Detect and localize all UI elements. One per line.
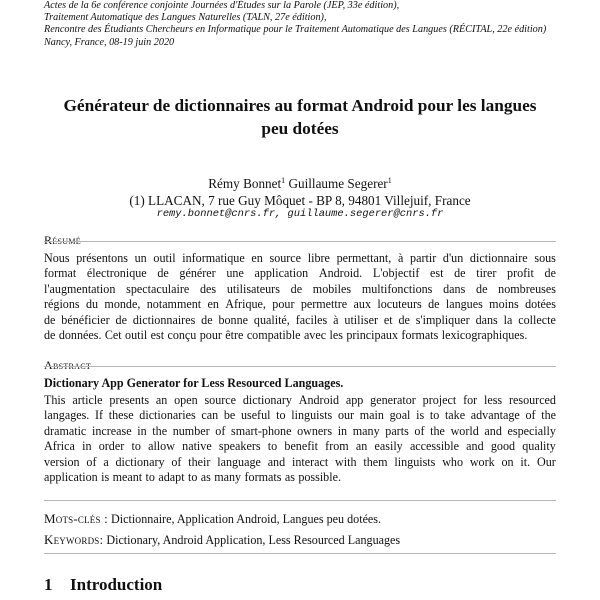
word: sous (534, 251, 556, 265)
word: interact (291, 454, 329, 469)
text-line (44, 313, 556, 328)
word: partir (410, 251, 437, 265)
word: Our (536, 454, 556, 469)
word: conçu (167, 328, 197, 343)
word: avec (303, 328, 327, 343)
word: qualité, (253, 312, 290, 327)
word: pour (272, 297, 295, 312)
word: of (86, 454, 97, 469)
text-line (44, 393, 556, 408)
word: aux (353, 297, 371, 312)
word: can (201, 408, 219, 423)
word: allow (148, 439, 175, 454)
word: of (215, 423, 226, 438)
keywords-en-label: Keywords: (44, 532, 104, 547)
word: generator (370, 393, 416, 407)
word: to (429, 408, 440, 423)
word: and (484, 423, 502, 438)
word: Nous (44, 251, 70, 265)
word: good (490, 439, 516, 454)
word: these (108, 408, 134, 423)
word: accessible (409, 439, 459, 454)
word: and (267, 454, 286, 469)
word: to (145, 470, 155, 485)
word: order (98, 439, 125, 454)
word: especially (507, 423, 556, 438)
word: main (359, 408, 384, 423)
paper-title (40, 94, 560, 140)
word: open (174, 393, 198, 407)
word: de (398, 312, 410, 327)
word: to (267, 439, 278, 454)
word: en (251, 251, 263, 265)
word: outil (125, 328, 148, 343)
word: from (325, 439, 349, 454)
word: increase (91, 423, 132, 438)
word: dictionaries (139, 408, 196, 423)
word: langues (445, 297, 483, 312)
word: informatique (182, 251, 245, 265)
text-line (44, 328, 556, 343)
word: locuteurs (377, 297, 422, 312)
word: quality (522, 439, 556, 454)
word: source (269, 251, 302, 265)
word: l'augmentation (44, 281, 116, 296)
text-line (44, 439, 556, 454)
affiliation: (1) LLACAN, 7 rue Guy Môquet - BP 8, 94801 Villejuif, France (129, 193, 471, 208)
word: de (544, 266, 556, 281)
word: d'un (442, 251, 464, 265)
word: de (428, 297, 440, 312)
word: Android (298, 393, 340, 407)
word: un (134, 251, 147, 265)
word: who (442, 454, 464, 469)
word: profit (507, 266, 534, 281)
word: des (199, 281, 217, 296)
word: permettre (300, 297, 348, 312)
word: number (172, 423, 210, 438)
word: permettant, (336, 251, 392, 265)
word: dans (443, 281, 466, 296)
word: libre (307, 251, 330, 265)
word: them (363, 454, 388, 469)
word: moins (489, 297, 519, 312)
word: of (414, 423, 425, 438)
word: be (223, 408, 236, 423)
word: nombreuses (498, 281, 556, 296)
word: faciles (295, 312, 328, 327)
word: their (188, 454, 211, 469)
word: lexicographiques. (441, 328, 528, 343)
text-line (44, 470, 556, 485)
word: dictionary (242, 393, 292, 407)
word: our (337, 408, 355, 423)
author-block (40, 175, 560, 209)
conference-header (44, 0, 584, 49)
word: resourced (508, 393, 556, 407)
author-name: Guillaume Segerer (288, 176, 388, 191)
word: utilisateurs (226, 281, 280, 296)
heading-rule (44, 366, 556, 367)
word: as (284, 470, 295, 485)
word: spectaculaire (126, 281, 190, 296)
word: de (115, 312, 127, 327)
word: project (422, 393, 457, 407)
word: de (454, 266, 466, 281)
word: monde, (104, 297, 141, 312)
word: collecte (518, 312, 556, 327)
word: to (131, 439, 141, 454)
word: to (276, 408, 286, 423)
word: source (204, 393, 237, 407)
word: de (290, 281, 303, 296)
resume-heading (44, 233, 556, 247)
word: a (103, 454, 109, 469)
keywords-en-values: Dictionary, Android Application, Less Resourced Languages (106, 533, 401, 547)
word: it. (520, 454, 531, 469)
word: formats (401, 328, 439, 343)
text-line (44, 266, 556, 281)
heading-rule (44, 241, 556, 242)
word: in (337, 423, 348, 438)
text-line (44, 455, 556, 470)
word: easily (374, 439, 403, 454)
abstract-heading-label: Abstract (44, 358, 95, 372)
word: advantage (470, 408, 520, 423)
word: de (44, 328, 56, 343)
affiliation-marker: 1 (281, 176, 286, 185)
word: présentons (76, 251, 128, 265)
word: take (444, 408, 466, 423)
header-line: Nancy, France, 08-19 juin 2020 (44, 36, 175, 48)
word: goal (389, 408, 411, 423)
word: bénéficier (61, 312, 110, 327)
word: application (254, 266, 309, 281)
word: linguists (291, 408, 333, 423)
word: owners (297, 423, 333, 438)
word: Afrique, (225, 297, 266, 312)
word: speakers (218, 439, 261, 454)
word: électronique (86, 266, 147, 281)
word: language (217, 454, 261, 469)
word: compatible (246, 328, 301, 343)
affiliation-marker: 1 (387, 176, 392, 185)
word: of (525, 408, 536, 423)
word: et (383, 312, 393, 327)
word: à (398, 251, 404, 265)
word: dans (475, 312, 498, 327)
word: benefit (284, 439, 318, 454)
author-name: Rémy Bonnet (208, 176, 282, 191)
word: Android. (318, 266, 363, 281)
word: régions (44, 297, 80, 312)
word: L'objectif (372, 266, 420, 281)
word: format (44, 266, 77, 281)
word: native (182, 439, 212, 454)
word: la (503, 312, 513, 327)
word: dictionary (115, 454, 165, 469)
word: article (72, 393, 103, 407)
word: en (207, 297, 219, 312)
keywords-fr-values: Dictionnaire, Application Android, Langues peu dotées. (111, 512, 382, 526)
word: à (333, 312, 339, 327)
text-line (44, 297, 556, 312)
word: dictionnaire (469, 251, 528, 265)
author-emails: remy.bonnet@cnrs.fr, guillaume.segerer@cnrs.fr (156, 208, 444, 220)
resume-paragraph (44, 251, 556, 343)
word: and (466, 439, 484, 454)
word: on (501, 454, 514, 469)
word: the (152, 423, 168, 438)
header-line: Traitement Automatique des Langues Naturelles (TALN, 27e édition), (44, 12, 327, 24)
word: adapt (158, 470, 185, 485)
word: to (187, 470, 198, 485)
word: générer (179, 266, 216, 281)
abstract-heading (44, 358, 556, 372)
word: presents (109, 393, 150, 407)
resume-heading-label: Résumé (44, 233, 85, 247)
word: is (101, 470, 110, 485)
word: utiliser (344, 312, 378, 327)
word: of (171, 454, 182, 469)
keywords-divider (44, 553, 556, 554)
keywords-divider (44, 500, 556, 501)
word: an (155, 393, 168, 407)
word: in (82, 439, 92, 454)
word: world (450, 423, 479, 438)
word: Africa (44, 439, 75, 454)
word: de (201, 312, 213, 327)
word: app (345, 393, 364, 407)
word: s'impliquer (415, 312, 470, 327)
word: This (44, 393, 66, 407)
word: Cet (104, 328, 122, 343)
word: multifonctions (361, 281, 433, 296)
word: bonne (218, 312, 249, 327)
title-line-1: Générateur de dictionnaires au format Android pour les langues (63, 96, 537, 115)
text-line (44, 408, 556, 423)
header-line: Rencontre des Étudiants Chercheurs en Informatique pour le Traitement Automatique des Langues (RÉCITAL, 22e édition) (44, 24, 547, 36)
word: dictionnaires (132, 312, 196, 327)
word: an (355, 439, 368, 454)
word: dramatic (44, 423, 87, 438)
word: les (329, 328, 343, 343)
word: tirer (476, 266, 497, 281)
word: meant (112, 470, 143, 485)
word: the (541, 408, 556, 423)
word: une (226, 266, 244, 281)
word: données. (58, 328, 102, 343)
abstract-title: Dictionary App Generator for Less Resourced Languages. (44, 376, 344, 390)
word: with (335, 454, 357, 469)
word: outil (153, 251, 176, 265)
word: useful (240, 408, 271, 423)
word: pour (199, 328, 222, 343)
header-line: Actes de la 6e conférence conjointe Journées d'Études sur la Parole (JEP, 33e édition), (44, 0, 400, 11)
word: less (484, 393, 503, 407)
word: smart-phone (231, 423, 292, 438)
word: de (476, 281, 488, 296)
word: dotées (525, 297, 556, 312)
section-title: Introduction (70, 575, 163, 594)
word: is (416, 408, 425, 423)
word: in (137, 423, 147, 438)
keywords-fr (44, 511, 564, 527)
word: many (214, 470, 242, 485)
text-line (44, 424, 556, 439)
section-heading (44, 574, 162, 596)
word: possible. (298, 470, 341, 485)
word: as (200, 470, 211, 485)
word: de (157, 266, 169, 281)
word: mobiles (312, 281, 352, 296)
text-line (44, 282, 556, 297)
word: est (430, 266, 444, 281)
word: notamment (146, 297, 202, 312)
author-names (40, 175, 560, 192)
section-number: 1 (44, 575, 53, 594)
keywords-en (44, 532, 564, 548)
word: for (463, 393, 478, 407)
word: work (469, 454, 495, 469)
word: parts (385, 423, 409, 438)
word: application (44, 470, 98, 485)
word: être (225, 328, 244, 343)
word: langages. (44, 408, 90, 423)
word: many (352, 423, 380, 438)
word: principaux (346, 328, 399, 343)
word: de (44, 312, 56, 327)
word: formats (244, 470, 282, 485)
word: linguists (394, 454, 436, 469)
keywords-fr-label: Mots-clés : (44, 511, 108, 526)
title-line-2: peu dotées (261, 119, 339, 138)
word: version (44, 454, 80, 469)
abstract-paragraph (44, 393, 556, 485)
word: the (430, 423, 445, 438)
word: du (85, 297, 99, 312)
word: est (150, 328, 165, 343)
word: If (95, 408, 104, 423)
text-line (44, 251, 556, 266)
